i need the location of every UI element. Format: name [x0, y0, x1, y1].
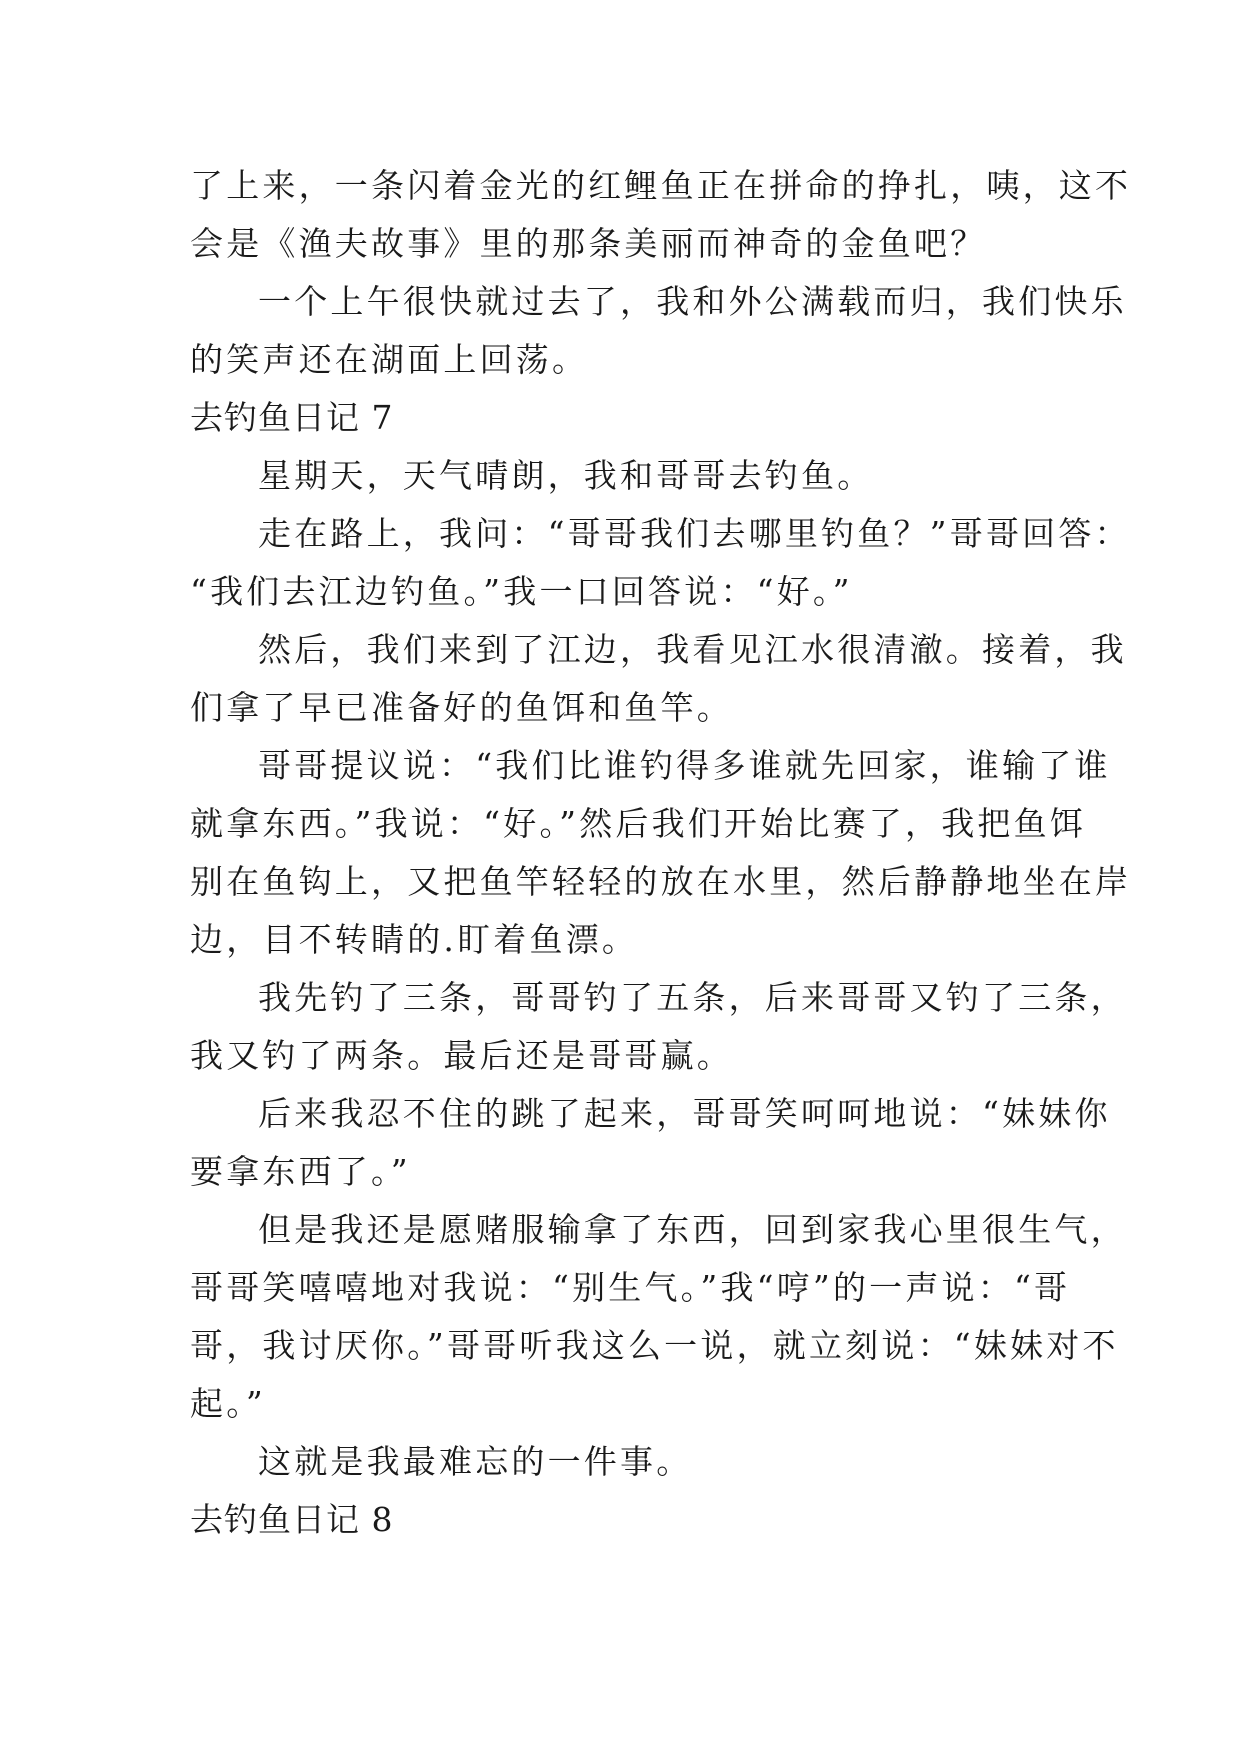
- body-text-line: 们拿了早已准备好的鱼饵和鱼竿。: [190, 688, 733, 727]
- body-text-line: 哥哥提议说：“我们比谁钓得多谁就先回家，谁输了谁: [258, 746, 1111, 785]
- body-text-line: 边，目不转睛的.盯着鱼漂。: [190, 920, 639, 959]
- section-heading: 去钓鱼日记 7: [190, 398, 394, 437]
- body-text-line: 别在鱼钩上，又把鱼竿轻轻的放在水里，然后静静地坐在岸: [190, 862, 1132, 901]
- body-text-line: 起。”: [190, 1384, 266, 1423]
- body-text-line: 星期天，天气晴朗，我和哥哥去钓鱼。: [258, 456, 874, 495]
- body-text-line: 走在路上，我问：“哥哥我们去哪里钓鱼？”哥哥回答：: [258, 514, 1131, 553]
- body-text-line: 一个上午很快就过去了，我和外公满载而归，我们快乐: [258, 282, 1127, 321]
- section-heading: 去钓鱼日记 8: [190, 1500, 394, 1539]
- body-text-line: “我们去江边钓鱼。”我一口回答说：“好。”: [190, 572, 853, 611]
- body-text-line: 但是我还是愿赌服输拿了东西，回到家我心里很生气，: [258, 1210, 1127, 1249]
- body-text-line: 我又钓了两条。最后还是哥哥赢。: [190, 1036, 733, 1075]
- body-text-line: 就拿东西。”我说：“好。”然后我们开始比赛了，我把鱼饵: [190, 804, 1087, 843]
- body-text-line: 要拿东西了。”: [190, 1152, 411, 1191]
- body-text-line: 然后，我们来到了江边，我看见江水很清澈。接着，我: [258, 630, 1127, 669]
- body-text-line: 会是《渔夫故事》里的那条美丽而神奇的金鱼吧？: [190, 224, 987, 263]
- body-text-line: 哥，我讨厌你。”哥哥听我这么一说，就立刻说：“妹妹对不: [190, 1326, 1119, 1365]
- body-text-line: 这就是我最难忘的一件事。: [258, 1442, 693, 1481]
- body-text-line: 哥哥笑嘻嘻地对我说：“别生气。”我“哼”的一声说：“哥: [190, 1268, 1071, 1307]
- body-text-line: 的笑声还在湖面上回荡。: [190, 340, 589, 379]
- body-text-line: 后来我忍不住的跳了起来，哥哥笑呵呵地说：“妹妹你: [258, 1094, 1111, 1133]
- body-text-line: 我先钓了三条，哥哥钓了五条，后来哥哥又钓了三条，: [258, 978, 1127, 1017]
- body-text-line: 了上来，一条闪着金光的红鲤鱼正在拼命的挣扎，咦，这不: [190, 166, 1132, 205]
